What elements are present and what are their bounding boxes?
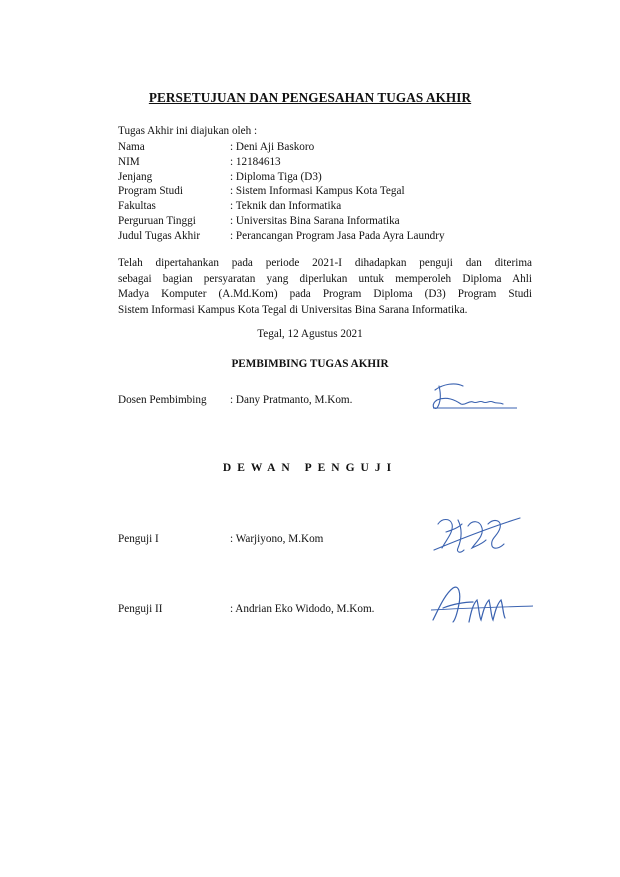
info-row-faculty xyxy=(118,199,445,214)
info-label: Perguruan Tinggi xyxy=(118,214,196,227)
info-value: : Deni Aji Baskoro xyxy=(230,141,315,153)
examiner-row-2 xyxy=(118,603,374,615)
info-row-university xyxy=(118,214,445,229)
document-title: PERSETUJUAN DAN PENGESAHAN TUGAS AKHIR xyxy=(148,90,472,105)
examiner-name: : Andrian Eko Widodo, M.Kom. xyxy=(230,603,375,615)
paragraph-line: Madya Komputer (A.Md.Kom) pada Program Diploma (D3) Program Studi xyxy=(118,288,532,300)
supervisor-heading: PEMBIMBING TUGAS AKHIR xyxy=(231,358,389,370)
info-label: Program Studi xyxy=(118,185,183,198)
info-label: Nama xyxy=(118,141,145,153)
examiner-label: Penguji II xyxy=(118,603,163,615)
info-label: NIM xyxy=(118,155,140,168)
supervisor-name: : Dany Pratmanto, M.Kom. xyxy=(230,394,353,406)
student-info xyxy=(118,140,445,244)
info-label: Fakultas xyxy=(118,200,156,213)
approval-paragraph xyxy=(118,256,532,318)
info-label: Judul Tugas Akhir xyxy=(118,229,201,242)
info-row-thesis-title xyxy=(118,229,445,244)
examiner-name: : Warjiyono, M.Kom xyxy=(230,533,324,545)
supervisor-signature xyxy=(425,378,525,412)
info-value: : Diploma Tiga (D3) xyxy=(230,170,322,183)
info-label: Jenjang xyxy=(118,170,153,183)
info-value: : Universitas Bina Sarana Informatika xyxy=(230,214,400,227)
supervisor-label: Dosen Pembimbing xyxy=(118,394,207,406)
info-row-study-program xyxy=(118,184,445,199)
place-date: Tegal, 12 Agustus 2021 xyxy=(257,328,363,340)
paragraph-line: sebagai bagian persyaratan yang diperlukan untuk memperoleh Diploma Ahli xyxy=(118,272,532,285)
info-row-level xyxy=(118,170,445,185)
info-value: : Sistem Informasi Kampus Kota Tegal xyxy=(230,185,405,198)
paragraph-line: Sistem Informasi Kampus Kota Tegal di Universitas Bina Sarana Informatika. xyxy=(118,303,468,316)
supervisor-row xyxy=(118,394,352,406)
paragraph-line: Telah dipertahankan pada periode 2021-I dihadapkan penguji dan diterima xyxy=(118,257,532,269)
examiner-label: Penguji I xyxy=(118,533,159,545)
info-value: : Teknik dan Informatika xyxy=(230,200,342,213)
info-row-name xyxy=(118,140,445,155)
examiner-2-signature xyxy=(425,582,537,628)
info-value: : 12184613 xyxy=(230,155,281,168)
info-value: : Perancangan Program Jasa Pada Ayra Laundry xyxy=(230,229,445,242)
info-row-nim xyxy=(118,155,445,170)
intro-text: Tugas Akhir ini diajukan oleh : xyxy=(118,125,258,137)
examiner-heading: DEWAN PENGUJI xyxy=(222,462,398,474)
examiner-row-1 xyxy=(118,533,323,545)
examiner-1-signature xyxy=(428,510,524,556)
